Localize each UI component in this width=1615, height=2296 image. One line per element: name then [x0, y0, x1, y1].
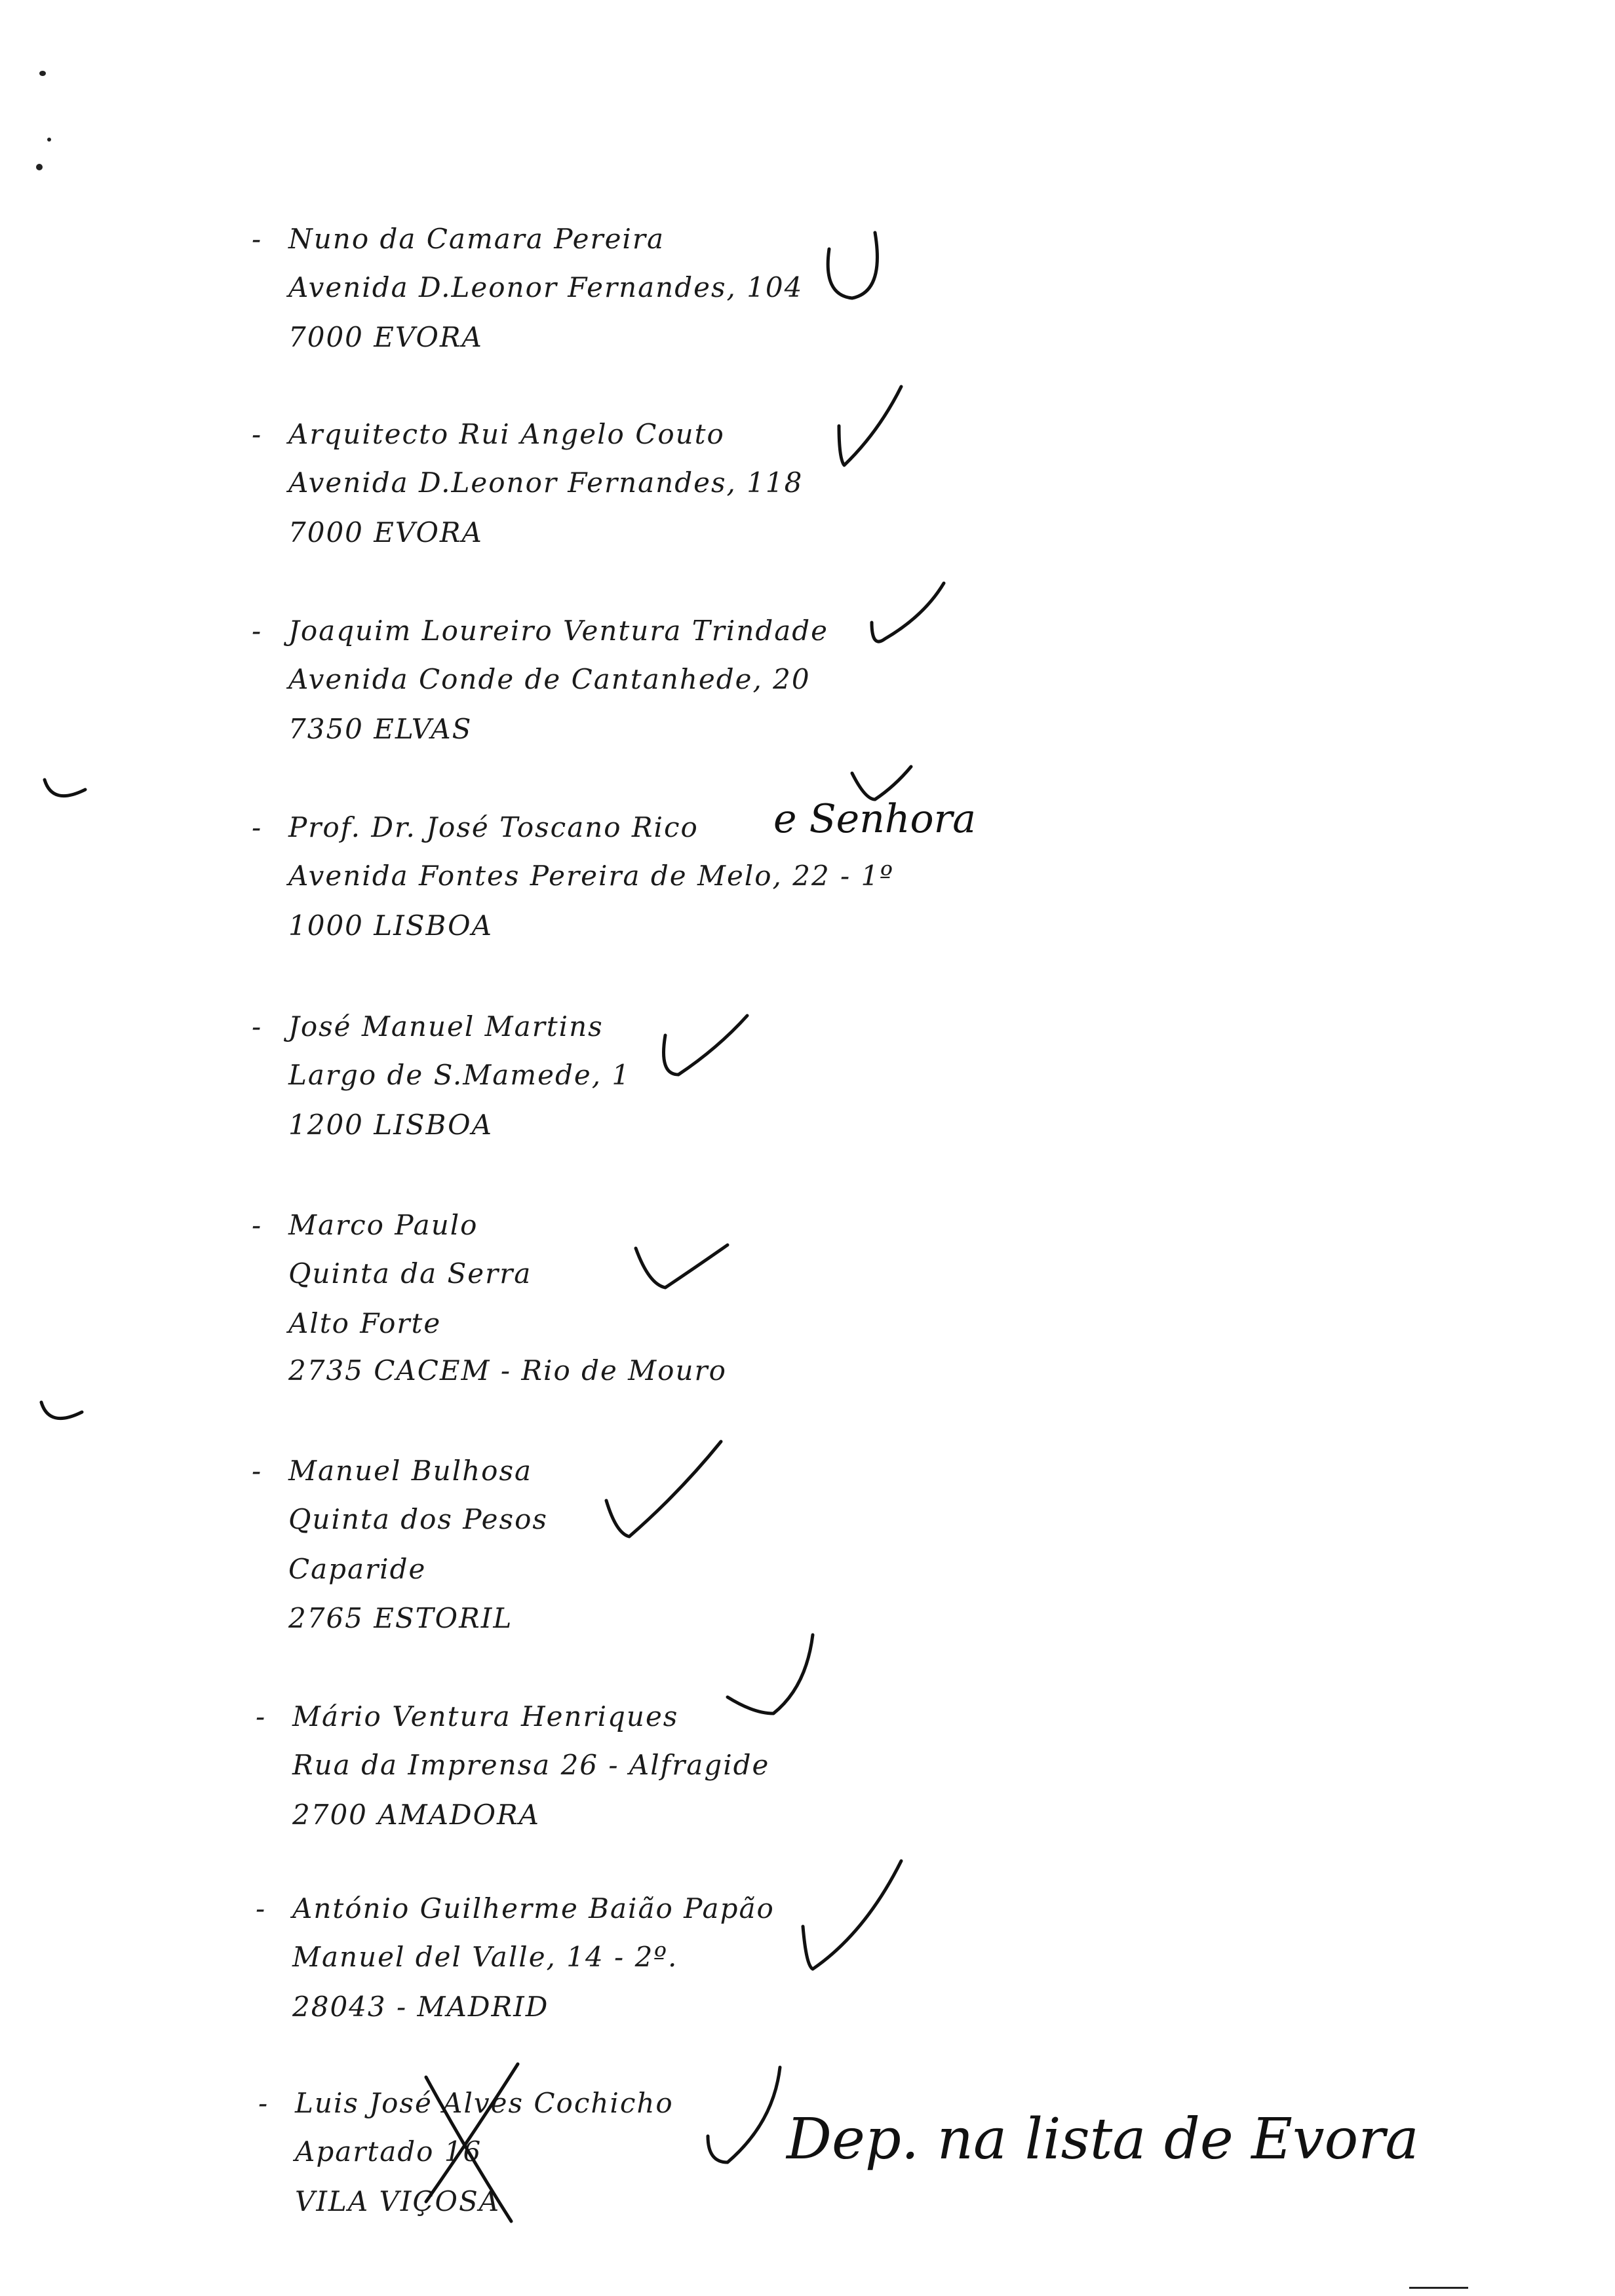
entry-city: 2735 CACEM - Rio de Mouro: [288, 1354, 727, 1387]
cross-out-mark-icon: [413, 2057, 524, 2234]
margin-mark-icon: [39, 773, 92, 813]
entry-name: Joaquim Loureiro Ventura Trindade: [288, 615, 829, 647]
checkmark-icon: [865, 577, 957, 655]
checkmark-icon: [659, 1009, 757, 1088]
entry-name: Mário Ventura Henriques: [292, 1700, 679, 1732]
entry-street: Avenida Fontes Pereira de Melo, 22 - 1º: [288, 860, 895, 892]
entry-city: 2700 AMADORA: [292, 1799, 540, 1831]
entry-name: Marco Paulo: [288, 1209, 478, 1241]
list-dash: -: [252, 811, 263, 843]
list-dash: -: [256, 1700, 267, 1732]
entry-name: Arquitecto Rui Angelo Couto: [288, 418, 725, 450]
entry-name: Prof. Dr. José Toscano Rico: [288, 811, 699, 843]
entry-street: Quinta dos Pesos: [288, 1503, 548, 1535]
entry-name: António Guilherme Baião Papão: [292, 1892, 775, 1924]
punch-mark: [39, 71, 46, 76]
list-dash: -: [252, 223, 263, 255]
punch-mark: [47, 138, 51, 142]
entry-city: 7000 EVORA: [288, 321, 483, 353]
entry-street: Avenida Conde de Cantanhede, 20: [288, 663, 811, 695]
footer-mark: [1409, 2287, 1468, 2289]
entry-city: 1200 LISBOA: [288, 1109, 493, 1141]
list-dash: -: [256, 1892, 267, 1924]
handwritten-note: Dep. na lista de Evora: [787, 2107, 1419, 2172]
entry-city: VILA VIÇOSA: [295, 2185, 501, 2217]
entry-street: Apartado 16: [295, 2135, 482, 2168]
entry-street: Rua da Imprensa 26 - Alfragide: [292, 1749, 770, 1781]
entry-street: Largo de S.Mamede, 1: [288, 1059, 631, 1091]
entry-line3: Caparide: [288, 1553, 427, 1585]
checkmark-icon: [823, 229, 901, 308]
checkmark-icon: [701, 2057, 793, 2175]
list-dash: -: [258, 2087, 269, 2119]
checkmark-icon: [832, 380, 911, 478]
entry-city: 28043 - MADRID: [292, 1991, 549, 2023]
entry-city: 7000 EVORA: [288, 516, 483, 548]
entry-line3: Alto Forte: [288, 1307, 442, 1339]
entry-street: Manuel del Valle, 14 - 2º.: [292, 1941, 678, 1973]
checkmark-icon: [846, 760, 924, 813]
entry-street: Quinta da Serra: [288, 1257, 532, 1290]
entry-city: 2765 ESTORIL: [288, 1602, 513, 1634]
checkmark-icon: [629, 1238, 734, 1304]
entry-name: Manuel Bulhosa: [288, 1455, 533, 1487]
checkmark-icon: [600, 1435, 731, 1546]
entry-name: Nuno da Camara Pereira: [288, 223, 665, 255]
handwritten-addition: e Senhora: [773, 796, 977, 842]
checkmark-icon: [721, 1628, 826, 1733]
list-dash: -: [252, 418, 263, 450]
list-dash: -: [252, 1010, 263, 1043]
entry-city: 1000 LISBOA: [288, 909, 493, 942]
margin-mark-icon: [36, 1396, 88, 1435]
entry-name: Luis José Alves Cochicho: [295, 2087, 674, 2119]
list-dash: -: [252, 1455, 263, 1487]
checkmark-icon: [793, 1854, 911, 1985]
entry-city: 7350 ELVAS: [288, 713, 473, 745]
list-dash: -: [252, 1209, 263, 1241]
entry-street: Avenida D.Leonor Fernandes, 118: [288, 467, 804, 499]
entry-name: José Manuel Martins: [288, 1010, 604, 1043]
punch-mark: [36, 164, 43, 170]
entry-street: Avenida D.Leonor Fernandes, 104: [288, 271, 804, 303]
list-dash: -: [252, 615, 263, 647]
